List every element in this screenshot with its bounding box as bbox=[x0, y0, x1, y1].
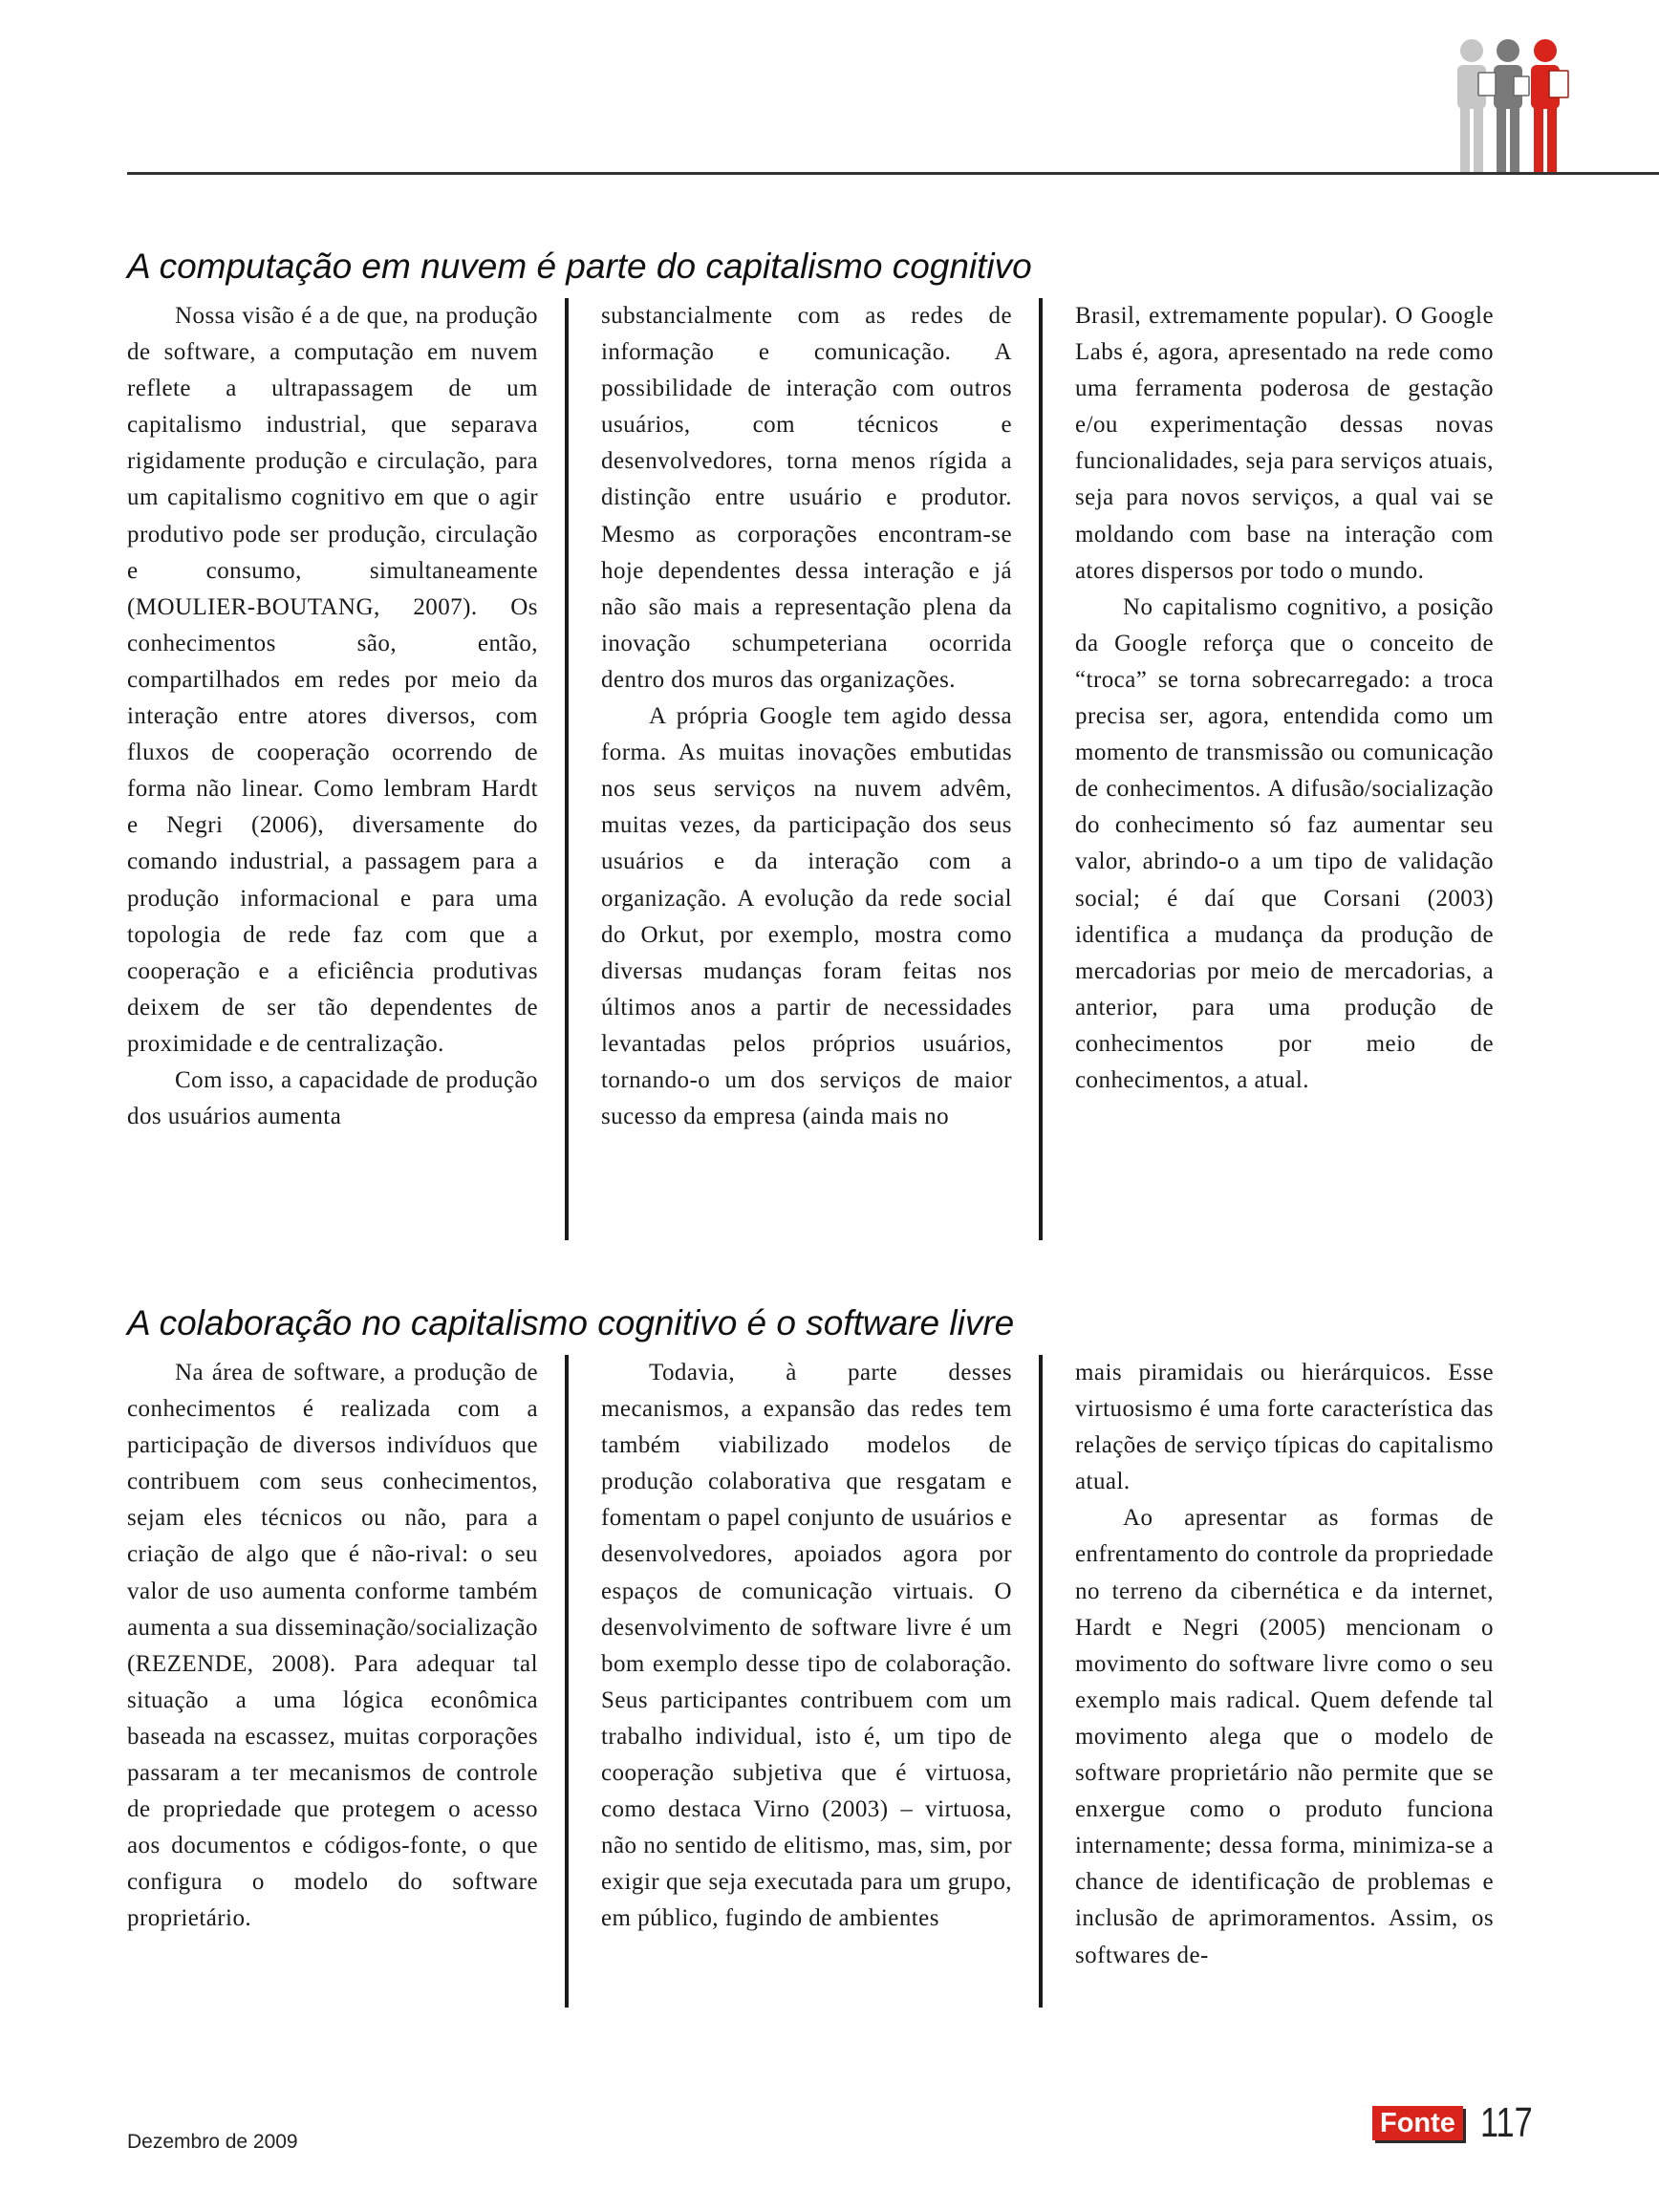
section-heading-free-software: A colaboração no capitalismo cognitivo é o software livre bbox=[127, 1303, 1015, 1342]
paragraph: No capitalismo cognitivo, a posição da Google reforça que o conceito de “troca” se torna sobrecarregado: a troca precisa ser, agora, entendida como um momento de transmissão ou comunicação de conhecimentos. A difusão/socialização do conhecimento só faz aumentar seu valor, abrindo-o a um tipo de validação social; é daí que Corsani (2003) identifica a mudança da produção de mercadorias por meio de mercadorias, a anterior, para uma produção de conhecimentos por meio de conhecimentos, a atual. bbox=[1075, 593, 1494, 1093]
paragraph: Com isso, a capacidade de produção dos usuários aumenta bbox=[127, 1066, 538, 1130]
paragraph: Ao apresentar as formas de enfrentamento do controle da propriedade no terreno da cibernética e da internet, Hardt e Negri (2005) mencionam o movimento do software livre como o seu exemplo mais radical. Quem defende tal movimento alega que o modelo de software proprietário não permite que se enxergue como o produto funciona internamente; dessa forma, minimiza-se a chance de identificação de problemas e inclusão de aprimoramentos. Assim, os softwares de- bbox=[1075, 1505, 1494, 1968]
paragraph: mais piramidais ou hierárquicos. Esse virtuosismo é uma forte característica das relações de serviço típicas do capitalismo atual. bbox=[1075, 1360, 1494, 1495]
text-column-3 bbox=[1075, 1355, 1494, 1974]
paragraph: substancialmente com as redes de informação e comunicação. A possibilidade de interação com outros usuários, com técnicos e desenvolvedores, torna menos rígida a distinção entre usuário e produtor. Mesmo as corporações encontram-se hoje dependentes dessa interação e já não são mais a representação plena da inovação schumpeteriana ocorrida dentro dos muros das organizações. bbox=[601, 303, 1012, 693]
text-column-2 bbox=[601, 1355, 1012, 1938]
section-heading-cloud: A computação em nuvem é parte do capitalismo cognitivo bbox=[127, 247, 1032, 286]
text-column-3 bbox=[1075, 298, 1494, 1099]
column-divider bbox=[1039, 1355, 1043, 2008]
header-rule bbox=[127, 172, 1659, 175]
section-body-cloud bbox=[127, 298, 1494, 1248]
paragraph: Todavia, à parte desses mecanismos, a expansão das redes tem também viabilizado modelos de produção colaborativa que resgatam e fomentam o papel conjunto de usuários e desenvolvedores, apoiados agora por espaços de comunicação virtuais. O desenvolvimento de software livre é um bom exemplo desse tipo de colaboração. Seus participantes contribuem com um trabalho individual, isto é, um tipo de cooperação subjetiva que é virtuosa, como destaca Virno (2003) – virtuosa, não no sentido de elitismo, mas, sim, por exigir que seja executada para um grupo, em público, fugindo de ambientes bbox=[601, 1360, 1012, 1932]
paragraph: A própria Google tem agido dessa forma. As muitas inovações embutidas nos seus serviços na nuvem advêm, muitas vezes, da participação dos seus usuários e da interação com a organização. A evolução da rede social do Orkut, por exemplo, mostra como diversas mudanças foram feitas nos últimos anos a partir de necessidades levantadas pelos próprios usuários, tornando-o um dos serviços de maior sucesso da empresa (ainda mais no bbox=[601, 703, 1012, 1130]
column-divider bbox=[565, 1355, 569, 2008]
people-logo-icon bbox=[1449, 38, 1573, 174]
section-body-free-software bbox=[127, 1355, 1494, 2014]
page-number: 117 bbox=[1479, 2099, 1533, 2146]
column-divider bbox=[1039, 298, 1043, 1240]
text-column-2 bbox=[601, 298, 1012, 1135]
footer-date: Dezembro de 2009 bbox=[127, 2131, 298, 2153]
magazine-logo: Fonte bbox=[1372, 2106, 1463, 2140]
text-column-1 bbox=[127, 1355, 538, 1938]
footer-brand bbox=[1372, 2099, 1547, 2146]
paragraph: Brasil, extremamente popular). O Google Labs é, agora, apresentado na rede como uma ferramenta poderosa de gestação e/ou experimentação dessas novas funcionalidades, seja para serviços atuais, seja para novos serviços, a qual vai se moldando com base na interação com atores dispersos por todo o mundo. bbox=[1075, 303, 1494, 584]
paragraph: Nossa visão é a de que, na produção de software, a computação em nuvem reflete a ultrapassagem de um capitalismo industrial, que separava rigidamente produção e circulação, para um capitalismo cognitivo em que o agir produtivo pode ser produção, circulação e consumo, simultaneamente (MOULIER-BOUTANG, 2007). Os conhecimentos são, então, compartilhados em redes por meio da interação entre atores diversos, com fluxos de cooperação ocorrendo de forma não linear. Como lembram Hardt e Negri (2006), diversamente do comando industrial, a passagem para a produção informacional e para uma topologia de rede faz com que a cooperação e a eficiência produtivas deixem de ser tão dependentes de proximidade e de centralização. bbox=[127, 303, 538, 1057]
paragraph: Na área de software, a produção de conhecimentos é realizada com a participação de diversos indivíduos que contribuem com seus conhecimentos, sejam eles técnicos ou não, para a criação de algo que é não-rival: o seu valor de uso aumenta conforme também aumenta a sua disseminação/socialização (REZENDE, 2008). Para adequar tal situação a uma lógica econômica baseada na escassez, muitas corporações passaram a ter mecanismos de controle de propriedade que protegem o acesso aos documentos e códigos-fonte, o que configura o modelo do software proprietário. bbox=[127, 1360, 538, 1932]
column-divider bbox=[565, 298, 569, 1240]
text-column-1 bbox=[127, 298, 538, 1135]
